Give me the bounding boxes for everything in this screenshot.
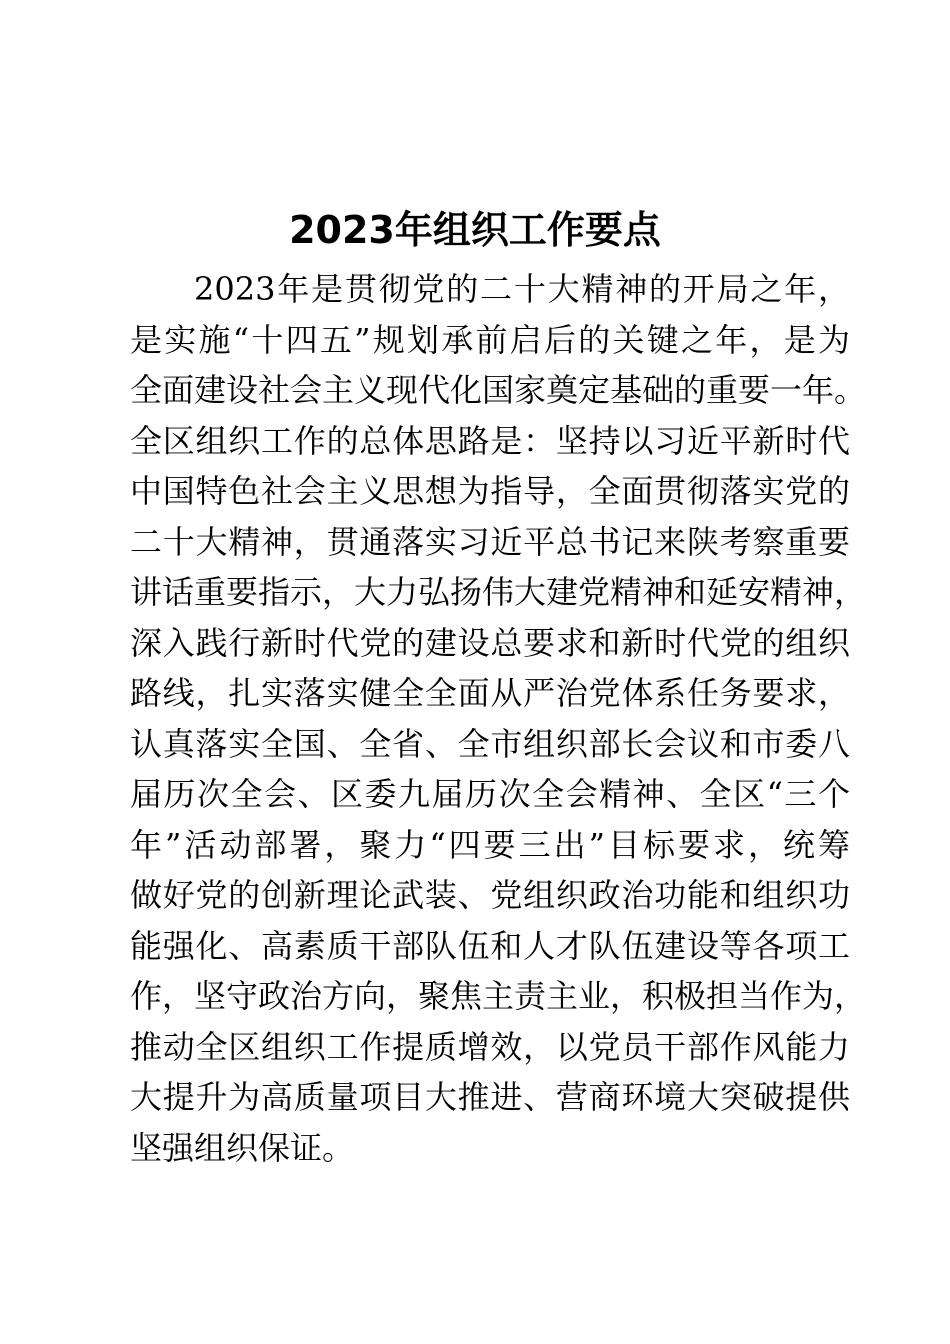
paragraph-line: 年”活动部署，聚力“四要三出”目标要求，统筹 xyxy=(130,825,850,864)
document-title: 2023年组织工作要点 xyxy=(289,208,661,252)
paragraph-line: 中国特色社会主义思想为指导，全面贯彻落实党的 xyxy=(130,472,850,510)
paragraph-line: 能强化、高素质干部队伍和人才队伍建设等各项工 xyxy=(130,926,850,965)
paragraph-line: 坚强组织保证。 xyxy=(130,1128,355,1167)
paragraph-line: 讲话重要指示，大力弘扬伟大建党精神和延安精神， xyxy=(130,573,867,611)
paragraph-line: 届历次全会、区委九届历次全会精神、全区“三个 xyxy=(130,775,850,813)
paragraph-line: 全区组织工作的总体思路是：坚持以习近平新时代 xyxy=(130,421,850,460)
paragraph-line: 二十大精神，贯通落实习近平总书记来陕考察重要 xyxy=(130,522,850,561)
paragraph-line: 是实施“十四五”规划承前启后的关键之年，是为 xyxy=(130,320,850,359)
paragraph-line: 推动全区组织工作提质增效，以党员干部作风能力 xyxy=(130,1027,850,1066)
paragraph-line: 作，坚守政治方向，聚焦主责主业，积极担当作为， xyxy=(130,977,867,1015)
paragraph-line: 大提升为高质量项目大推进、营商环境大突破提供 xyxy=(130,1078,850,1116)
paragraph-line: 全面建设社会主义现代化国家奠定基础的重要一年。 xyxy=(130,371,867,409)
paragraph-line: 做好党的创新理论武装、党组织政治功能和组织功 xyxy=(130,876,850,914)
paragraph-line: 2023年是贯彻党的二十大精神的开局之年， xyxy=(194,270,850,308)
paragraph-line: 深入践行新时代党的建设总要求和新时代党的组织 xyxy=(130,623,850,662)
body-paragraph xyxy=(130,264,867,1173)
paragraph-line: 路线，扎实落实健全全面从严治党体系任务要求， xyxy=(130,674,850,712)
paragraph-line: 认真落实全国、全省、全市组织部长会议和市委八 xyxy=(130,724,850,763)
